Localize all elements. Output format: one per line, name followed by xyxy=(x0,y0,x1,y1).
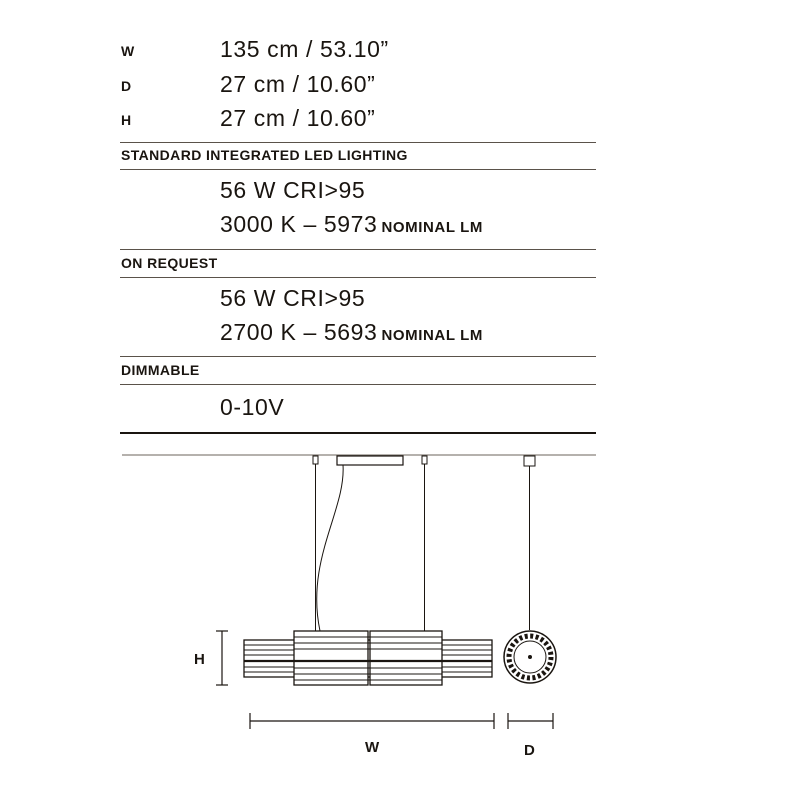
standard-power-value: 56 W CRI>95 xyxy=(220,177,366,203)
dimmable-header: DIMMABLE xyxy=(121,362,200,378)
drawing-d-label: D xyxy=(524,742,535,759)
power-cord xyxy=(317,465,343,631)
drawing-h-label: H xyxy=(194,651,205,668)
ceiling-canopy xyxy=(337,456,403,465)
cable-anchor-left xyxy=(313,456,318,464)
lamp-body-front xyxy=(244,631,492,685)
depth-dimension-line xyxy=(508,713,553,729)
height-label: H xyxy=(121,112,132,128)
depth-label: D xyxy=(121,78,132,94)
dimmable-value: 0-10V xyxy=(220,394,285,420)
side-canopy xyxy=(524,456,535,466)
on-request-lumen-number: 2700 K – 5693 xyxy=(220,319,378,345)
height-value: 27 cm / 10.60” xyxy=(220,105,376,131)
standard-lumen-unit: NOMINAL LM xyxy=(381,219,483,236)
width-dimension-line xyxy=(250,713,494,729)
lamp-body-side xyxy=(504,631,556,683)
standard-lighting-header: STANDARD INTEGRATED LED LIGHTING xyxy=(121,147,408,163)
depth-value: 27 cm / 10.60” xyxy=(220,71,376,97)
width-label: W xyxy=(121,43,135,59)
height-dimension-line xyxy=(216,631,228,685)
standard-lumen-number: 3000 K – 5973 xyxy=(220,211,378,237)
cable-anchor-right xyxy=(422,456,427,464)
on-request-header: ON REQUEST xyxy=(121,255,218,271)
on-request-power-value: 56 W CRI>95 xyxy=(220,285,366,311)
on-request-lumen-unit: NOMINAL LM xyxy=(381,327,483,344)
drawing-w-label: W xyxy=(365,739,380,756)
width-value: 135 cm / 53.10” xyxy=(220,36,389,62)
